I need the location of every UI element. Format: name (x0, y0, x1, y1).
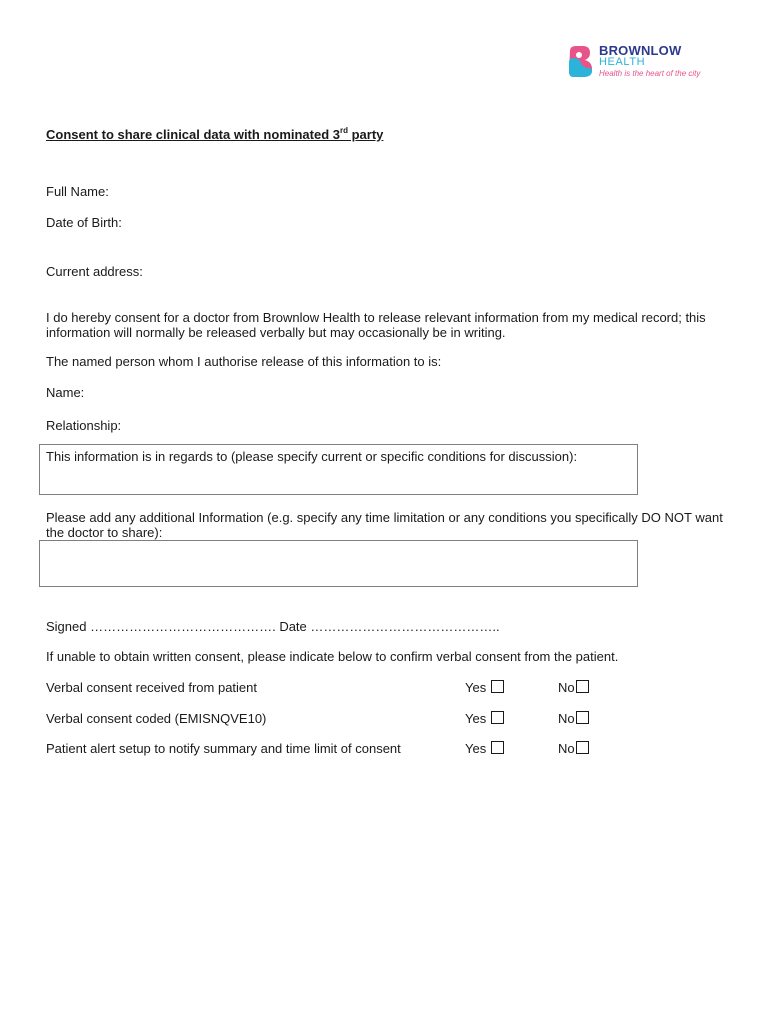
yes-label: Yes (465, 741, 487, 756)
checklist-row-label: Patient alert setup to notify summary and time limit of consent (46, 741, 401, 756)
checklist-row-yes (465, 711, 504, 726)
logo-mark-icon (566, 45, 596, 79)
logo-tagline: Health is the heart of the city (599, 69, 701, 78)
no-label: No (558, 680, 575, 695)
checklist-row-label: Verbal consent coded (EMISNQVE10) (46, 711, 267, 726)
additional-info-label: Please add any additional Information (e.g. specify any time limitation or any conditions you specifically DO NOT want the doctor to share): (46, 510, 723, 540)
regards-box-label: This information is in regards to (please specify current or specific conditions for discussion): (46, 449, 578, 464)
no-checkbox[interactable] (576, 680, 589, 693)
no-checkbox[interactable] (576, 711, 589, 724)
title-superscript: rd (340, 126, 348, 135)
title-end: party (348, 127, 384, 142)
yes-checkbox[interactable] (491, 741, 504, 754)
checklist-row-no (558, 680, 589, 695)
verbal-consent-intro: If unable to obtain written consent, please indicate below to confirm verbal consent from the patient. (46, 649, 619, 664)
yes-checkbox[interactable] (491, 711, 504, 724)
checklist-row-yes (465, 741, 504, 756)
signature-date-line: Signed ……………………………………. Date …………………………………….. (46, 619, 500, 634)
additional-info-input-box[interactable] (39, 540, 638, 587)
no-label: No (558, 711, 575, 726)
brownlow-health-logo (566, 43, 706, 83)
date-of-birth-label: Date of Birth: (46, 215, 122, 230)
checklist-row-no (558, 741, 589, 756)
logo-brand-text: BROWNLOW (599, 43, 682, 58)
checklist-row-label: Verbal consent received from patient (46, 680, 258, 695)
checklist-row-yes (465, 680, 504, 695)
named-person-intro: The named person whom I authorise release of this information to is: (46, 354, 442, 369)
consent-paragraph: I do hereby consent for a doctor from Brownlow Health to release relevant information from my medical record; this information will normally be released verbally but may occasionally be in writing. (46, 310, 706, 340)
yes-label: Yes (465, 711, 487, 726)
named-person-name-label: Name: (46, 385, 85, 400)
current-address-label: Current address: (46, 264, 143, 279)
yes-label: Yes (465, 680, 487, 695)
full-name-label: Full Name: (46, 184, 109, 199)
checklist-row-no (558, 711, 589, 726)
yes-checkbox[interactable] (491, 680, 504, 693)
no-checkbox[interactable] (576, 741, 589, 754)
logo-sub-text: HEALTH (599, 56, 646, 68)
document-title (46, 123, 383, 142)
relationship-label: Relationship: (46, 418, 122, 433)
title-main: Consent to share clinical data with nominated 3 (46, 127, 340, 142)
no-label: No (558, 741, 575, 756)
